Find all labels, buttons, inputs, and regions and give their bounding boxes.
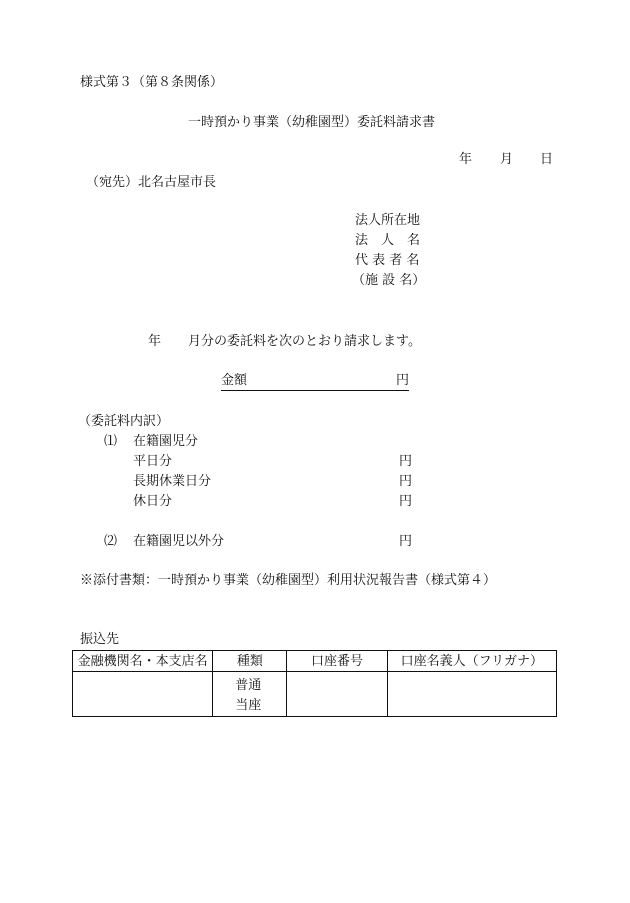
bank-header-row	[73, 651, 557, 672]
long-holiday-unit: 円	[399, 474, 413, 489]
header-account-number: 口座番号	[287, 651, 387, 672]
section2-number: ⑵	[104, 534, 118, 549]
addressee: （宛先）北名古屋市長	[86, 175, 217, 190]
weekday-unit: 円	[399, 454, 413, 469]
holiday-unit: 円	[399, 494, 413, 509]
amount-label: 金額	[221, 373, 248, 388]
bank-name-cell[interactable]	[73, 672, 213, 717]
request-year-unit: 年	[148, 334, 162, 349]
section2-label: 在籍園児以外分	[133, 534, 225, 549]
corporate-name-label: 法 人 名	[355, 233, 421, 248]
section1-number: ⑴	[104, 434, 118, 449]
section2-unit: 円	[399, 534, 413, 549]
form-number: 様式第３（第８条関係）	[80, 75, 224, 90]
representative-label: 代 表 者 名	[355, 253, 420, 268]
account-holder-cell[interactable]	[387, 672, 556, 717]
account-type-cell[interactable]	[213, 672, 287, 717]
holiday-label: 休日分	[133, 494, 173, 509]
attachment-note: ※添付書類：一時預かり事業（幼稚園型）利用状況報告書（様式第４）	[80, 573, 497, 588]
long-holiday-label: 長期休業日分	[133, 474, 212, 489]
bank-entry-row	[73, 672, 557, 717]
weekday-label: 平日分	[133, 454, 173, 469]
date-day-unit: 日	[540, 152, 554, 167]
request-text: 月分の委託料を次のとおり請求します。	[188, 334, 421, 349]
document-title: 一時預かり事業（幼稚園型）委託料請求書	[188, 115, 436, 130]
header-account-holder: 口座名義人（フリガナ）	[387, 651, 556, 672]
date-year-unit: 年	[459, 152, 473, 167]
bank-account-table	[72, 650, 557, 717]
header-bank-name: 金融機関名・本支店名	[73, 651, 213, 672]
amount-field	[221, 374, 409, 391]
account-type-ordinary: 普通	[235, 678, 262, 693]
section1-label: 在籍園児分	[133, 434, 199, 449]
account-number-cell[interactable]	[287, 672, 387, 717]
amount-unit: 円	[395, 373, 409, 388]
account-type-checking: 当座	[235, 698, 262, 713]
facility-name-label: （施 設 名）	[352, 273, 426, 288]
bank-heading: 振込先	[80, 632, 120, 647]
date-month-unit: 月	[500, 152, 514, 167]
header-account-type: 種類	[213, 651, 287, 672]
corporate-address-label: 法人所在地	[355, 213, 421, 228]
breakdown-heading: （委託料内訳）	[78, 414, 170, 429]
